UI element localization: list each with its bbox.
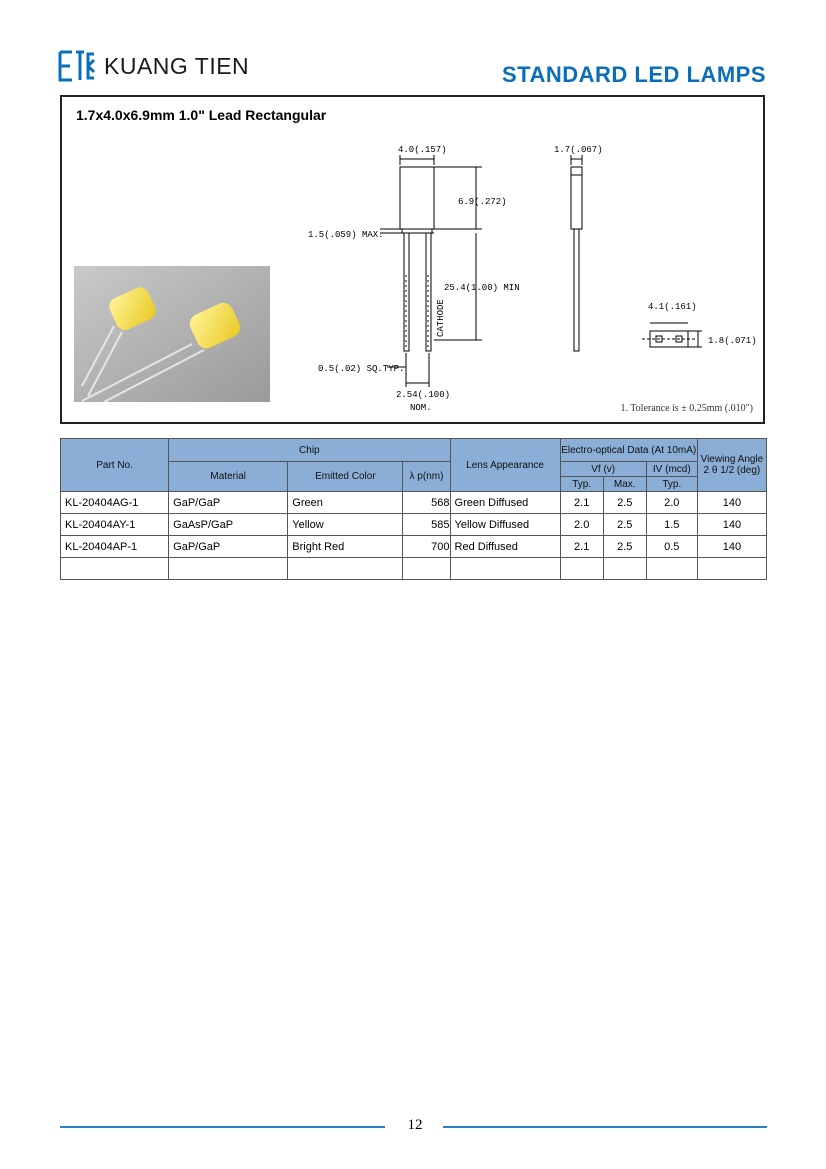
cell-iv-typ: 0.5 <box>646 536 697 558</box>
cell-iv-typ: 1.5 <box>646 514 697 536</box>
spec-table <box>60 438 767 580</box>
cell-angle: 140 <box>697 492 766 514</box>
dim-thickness: 1.7(.067) <box>554 145 603 155</box>
cell-material: GaP/GaP <box>169 492 288 514</box>
header-eo: Electro-optical Data (At 10mA) <box>560 439 697 462</box>
header-iv: IV (mcd) <box>646 462 697 477</box>
page-title: STANDARD LED LAMPS <box>501 62 766 87</box>
header-emitted-color: Emitted Color <box>288 462 403 492</box>
table-row <box>61 514 767 536</box>
footer-rule-left <box>60 1126 385 1128</box>
dim-footprint-height: 1.8(.071) <box>708 336 757 346</box>
header-viewing: Viewing Angle 2 θ 1/2 (deg) <box>697 439 766 492</box>
cell-iv-typ: 2.0 <box>646 492 697 514</box>
header-iv-typ: Typ. <box>646 477 697 492</box>
cell-color: Green <box>288 492 403 514</box>
page-number: 12 <box>407 1117 423 1133</box>
header-vf-max: Max. <box>603 477 646 492</box>
table-row <box>61 492 767 514</box>
cell-vf-max: 2.5 <box>603 492 646 514</box>
dim-width: 4.0(.157) <box>398 145 447 155</box>
cell-vf-typ: 2.1 <box>560 536 603 558</box>
brand-logo <box>58 48 249 84</box>
dim-pitch: 2.54(.100) <box>396 390 451 400</box>
cell-lambda: 585 <box>403 514 450 536</box>
cell-part: KL-20404AY-1 <box>61 514 169 536</box>
cell-vf-max: 2.5 <box>603 514 646 536</box>
dim-footprint-width: 4.1(.161) <box>648 302 697 312</box>
cell-angle: 140 <box>697 514 766 536</box>
dim-flange: 1.5(.059) MAX. <box>308 230 384 240</box>
cathode-label: CATHODE <box>436 299 446 337</box>
header-vf: Vf (v) <box>560 462 646 477</box>
table-row <box>61 536 767 558</box>
cell-angle: 140 <box>697 536 766 558</box>
footer-rule-right <box>443 1126 767 1128</box>
cell-material: GaP/GaP <box>169 536 288 558</box>
header-vf-typ: Typ. <box>560 477 603 492</box>
dim-lead-length: 25.4(1.00) MIN <box>444 283 520 293</box>
dimension-drawing <box>62 97 763 422</box>
kuang-tien-logo-icon <box>58 48 96 84</box>
cell-lambda: 700 <box>403 536 450 558</box>
dim-nominal: NOM. <box>410 403 432 413</box>
header-chip: Chip <box>169 439 450 462</box>
table-row-empty <box>61 558 767 580</box>
cell-part: KL-20404AP-1 <box>61 536 169 558</box>
cell-material: GaAsP/GaP <box>169 514 288 536</box>
header-material: Material <box>169 462 288 492</box>
cell-vf-max: 2.5 <box>603 536 646 558</box>
cell-lens: Yellow Diffused <box>450 514 560 536</box>
header-lens: Lens Appearance <box>450 439 560 492</box>
cell-vf-typ: 2.0 <box>560 514 603 536</box>
cell-lambda: 568 <box>403 492 450 514</box>
cell-color: Yellow <box>288 514 403 536</box>
header-part-no: Part No. <box>61 439 169 492</box>
tolerance-note: 1. Tolerance is ± 0.25mm (.010") <box>620 403 753 414</box>
product-title: 1.7x4.0x6.9mm 1.0" Lead Rectangular <box>76 107 327 123</box>
brand-name: KUANG TIEN <box>104 52 250 79</box>
header-lambda: λ p(nm) <box>403 462 450 492</box>
cell-lens: Red Diffused <box>450 536 560 558</box>
cell-part: KL-20404AG-1 <box>61 492 169 514</box>
dimension-drawing-panel <box>60 95 765 424</box>
cell-lens: Green Diffused <box>450 492 560 514</box>
cell-vf-typ: 2.1 <box>560 492 603 514</box>
dim-height: 6.9(.272) <box>458 197 507 207</box>
cell-color: Bright Red <box>288 536 403 558</box>
dim-lead-square: 0.5(.02) SQ.TYP. <box>318 364 405 374</box>
